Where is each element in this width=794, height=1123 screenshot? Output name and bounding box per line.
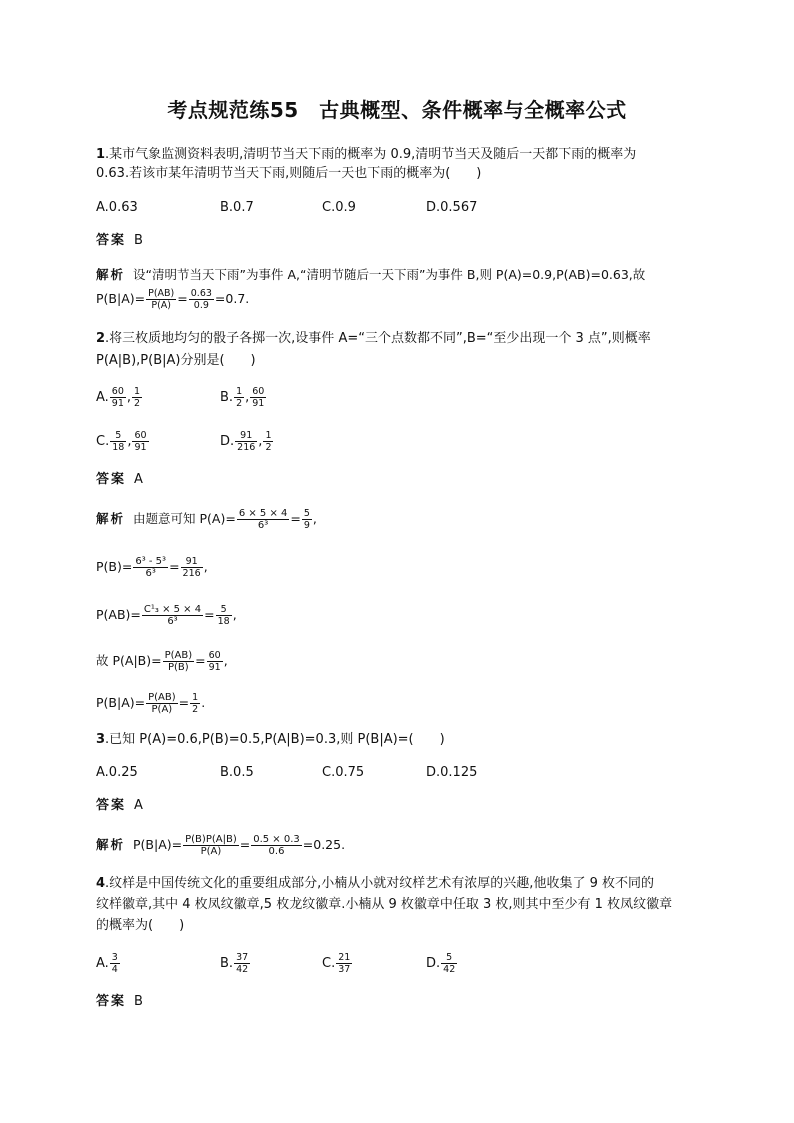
num: 60 xyxy=(252,386,265,397)
q1-analysis-line1 xyxy=(96,266,645,284)
analysis-label: 解析 xyxy=(96,511,126,526)
eq: = xyxy=(195,653,206,668)
q1-f1-num: P(AB) xyxy=(148,288,175,299)
num: 60 xyxy=(111,386,124,397)
sep: , xyxy=(245,390,250,405)
den: 2 xyxy=(192,704,199,715)
q1-answer xyxy=(96,232,143,250)
den: 216 xyxy=(237,442,256,453)
label: B. xyxy=(220,956,234,971)
num: 5 xyxy=(441,952,457,964)
q1-option-d: D.0.567 xyxy=(426,200,478,215)
den: P(B) xyxy=(168,662,189,673)
den: P(A) xyxy=(200,846,222,857)
num: 1 xyxy=(236,386,243,397)
q3-answer xyxy=(96,797,143,815)
q4-answer-value: B xyxy=(134,994,143,1009)
den: 6³ xyxy=(167,616,178,627)
eq: = xyxy=(169,559,180,574)
q1-eq: = xyxy=(177,291,188,306)
q1-fraction-2 xyxy=(189,288,214,311)
den: 91 xyxy=(252,398,265,409)
q1-option-a: A.0.63 xyxy=(96,200,138,215)
q2-option-d xyxy=(220,430,274,453)
q2-stem-line1 xyxy=(96,330,651,348)
q1-analysis-line2 xyxy=(96,288,249,311)
num: P(B)P(A|B) xyxy=(185,834,237,845)
end: , xyxy=(312,511,317,526)
q4-stem-line3: 的概率为( ) xyxy=(96,918,185,933)
q1-analysis-lhs: P(B|A)= xyxy=(96,291,146,306)
q1-stem-line2: 0.63.若该市某年清明节当天下雨,则随后一天也下雨的概率为( ) xyxy=(96,166,482,181)
q1-f2-num: 0.63 xyxy=(190,288,212,299)
num: 91 xyxy=(181,556,203,568)
q2-a3-lhs: P(AB)= xyxy=(96,607,141,622)
q2-b-frac2 xyxy=(250,386,266,409)
end: , xyxy=(203,559,208,574)
num: 6 × 5 × 4 xyxy=(238,508,288,519)
q2-a2-result xyxy=(181,556,203,579)
q2-a4-frac xyxy=(163,650,195,673)
analysis-label: 解析 xyxy=(96,267,126,282)
q1-analysis-rhs: =0.7. xyxy=(214,291,250,306)
q2-a4-result xyxy=(207,650,223,673)
q2-a-frac2 xyxy=(132,386,142,409)
q4-b-frac xyxy=(234,952,250,975)
num: 5 xyxy=(110,430,126,442)
q2-a1-result xyxy=(302,508,312,531)
q2-analysis-line3 xyxy=(96,604,237,627)
num: 37 xyxy=(236,952,249,963)
q2-a3-result xyxy=(216,604,232,627)
q2-analysis-line5 xyxy=(96,692,205,715)
q4-d-frac xyxy=(441,952,457,975)
q4-text1: .纹样是中国传统文化的重要组成部分,小楠从小就对纹样艺术有浓厚的兴趣,他收集了 9 枚不同的 xyxy=(105,876,654,891)
q1-f2-den: 0.9 xyxy=(193,300,209,311)
q2-c-frac2 xyxy=(132,430,148,453)
q2-c-frac1 xyxy=(110,430,126,453)
num: 6³ - 5³ xyxy=(135,556,167,567)
num: 91 xyxy=(235,430,257,442)
num: 21 xyxy=(338,952,351,963)
q1-number: 1 xyxy=(96,147,106,162)
q3-text1: .已知 P(A)=0.6,P(B)=0.5,P(A|B)=0.3,则 P(B|A)=( ) xyxy=(105,732,445,747)
q2-stem-line2: P(A|B),P(B|A)分别是( ) xyxy=(96,353,256,368)
den: 42 xyxy=(236,964,249,975)
den: 2 xyxy=(236,398,243,409)
num: 60 xyxy=(208,650,221,661)
den: 18 xyxy=(217,616,230,627)
q1-f1-den: P(A) xyxy=(151,300,172,311)
num: 1 xyxy=(134,386,141,397)
num: 5 xyxy=(216,604,232,616)
answer-label: 答案 xyxy=(96,798,127,813)
eq: = xyxy=(290,511,301,526)
q3-analysis xyxy=(96,834,345,857)
num: 1 xyxy=(265,430,272,441)
q1-option-c: C.0.9 xyxy=(322,200,356,215)
q4-option-a xyxy=(96,952,121,975)
num: 3 xyxy=(111,952,118,963)
q2-option-b xyxy=(220,386,267,409)
den: 216 xyxy=(182,568,201,579)
q4-c-frac xyxy=(336,952,352,975)
q2-a-label: A. xyxy=(96,390,109,405)
q1-option-b: B.0.7 xyxy=(220,200,254,215)
q2-d-label: D. xyxy=(220,434,235,449)
q1-answer-value: B xyxy=(134,233,143,248)
q2-answer-value: A xyxy=(134,472,143,487)
den: 91 xyxy=(134,442,147,453)
den: 2 xyxy=(134,398,141,409)
q3-option-b: B.0.5 xyxy=(220,765,254,780)
q2-a1-lhs: 由题意可知 P(A)= xyxy=(133,511,236,526)
page-title: 考点规范练55 古典概型、条件概率与全概率公式 xyxy=(167,98,627,122)
num: P(AB) xyxy=(148,692,176,703)
eq: = xyxy=(204,607,215,622)
sep: , xyxy=(127,434,132,449)
num: 1 xyxy=(192,692,199,703)
den: 6³ xyxy=(257,520,269,531)
den: 4 xyxy=(111,964,118,975)
q2-text1: .将三枚质地均匀的骰子各掷一次,设事件 A=“三个点数都不同”,B=“至少出现一个 3 点”,则概率 xyxy=(105,331,651,346)
q2-a5-result xyxy=(190,692,200,715)
q2-d-frac2 xyxy=(263,430,273,453)
q4-option-c xyxy=(322,952,353,975)
q2-a4-lhs: 故 P(A|B)= xyxy=(96,653,162,668)
q4-option-d xyxy=(426,952,458,975)
q4-option-b xyxy=(220,952,251,975)
den: 2 xyxy=(265,442,272,453)
q2-analysis-line1 xyxy=(96,508,317,531)
label: D. xyxy=(426,956,441,971)
q4-stem-line2: 纹样徽章,其中 4 枚凤纹徽章,5 枚龙纹徽章.小楠从 9 枚徽章中任取 3 枚,则其中至少有 1 枚凤纹徽章 xyxy=(96,897,673,912)
q2-number: 2 xyxy=(96,331,106,346)
end: =0.25. xyxy=(302,837,346,852)
den: 18 xyxy=(112,442,125,453)
den: 6³ xyxy=(145,568,156,579)
label: A. xyxy=(96,956,109,971)
q2-a1-frac xyxy=(237,508,290,531)
q3-number: 3 xyxy=(96,732,106,747)
sep: , xyxy=(258,434,263,449)
num: 60 xyxy=(134,430,147,441)
q2-a3-frac xyxy=(142,604,203,627)
eq: = xyxy=(178,695,190,710)
q2-answer xyxy=(96,471,143,489)
q3-a-result xyxy=(251,834,302,857)
num: 5 xyxy=(303,508,310,519)
end: . xyxy=(201,695,206,710)
q2-option-a xyxy=(96,386,143,409)
q2-a-frac1 xyxy=(110,386,126,409)
q2-c-label: C. xyxy=(96,434,110,449)
den: 42 xyxy=(443,964,456,975)
q3-stem-line1 xyxy=(96,731,445,749)
q3-a-lhs: P(B|A)= xyxy=(133,837,183,852)
label: C. xyxy=(322,956,336,971)
q2-a5-frac xyxy=(146,692,178,715)
q1-analysis-text: 设“清明节当天下雨”为事件 A,“清明节随后一天下雨”为事件 B,则 P(A)=0.9,P(AB)=0.63,故 xyxy=(133,267,646,282)
num: C¹₃ × 5 × 4 xyxy=(143,604,202,615)
den: 37 xyxy=(338,964,351,975)
den: 0.6 xyxy=(268,846,285,857)
q2-a5-lhs: P(B|A)= xyxy=(96,695,146,710)
den: P(A) xyxy=(151,704,173,715)
q2-d-frac1 xyxy=(235,430,257,453)
q2-analysis-line4 xyxy=(96,650,228,673)
q3-option-d: D.0.125 xyxy=(426,765,478,780)
q1-stem-line1 xyxy=(96,146,636,164)
q4-answer xyxy=(96,993,143,1011)
q3-option-a: A.0.25 xyxy=(96,765,138,780)
answer-label: 答案 xyxy=(96,472,127,487)
q1-text1: .某市气象监测资料表明,清明节当天下雨的概率为 0.9,清明节当天及随后一天都下雨的概率为 xyxy=(105,147,637,162)
q4-stem-line1 xyxy=(96,875,654,893)
analysis-label: 解析 xyxy=(96,837,126,852)
end: , xyxy=(223,653,228,668)
q4-a-frac xyxy=(110,952,120,975)
num: P(AB) xyxy=(164,650,193,661)
q1-fraction-1 xyxy=(146,288,176,311)
q2-b-frac1 xyxy=(234,386,244,409)
sep: , xyxy=(126,390,132,405)
q2-b-label: B. xyxy=(220,390,234,405)
q3-answer-value: A xyxy=(134,798,143,813)
den: 9 xyxy=(303,520,310,531)
q4-number: 4 xyxy=(96,876,106,891)
answer-label: 答案 xyxy=(96,233,127,248)
answer-label: 答案 xyxy=(96,994,127,1009)
q2-a2-frac xyxy=(133,556,168,579)
q2-analysis-line2 xyxy=(96,556,208,579)
den: 91 xyxy=(208,662,221,673)
q2-option-c xyxy=(96,430,150,453)
q2-a2-lhs: P(B)= xyxy=(96,559,133,574)
q3-option-c: C.0.75 xyxy=(322,765,365,780)
eq: = xyxy=(239,837,251,852)
q3-a-frac xyxy=(183,834,239,857)
end: , xyxy=(232,607,237,622)
den: 91 xyxy=(111,398,124,409)
num: 0.5 × 0.3 xyxy=(253,834,300,845)
